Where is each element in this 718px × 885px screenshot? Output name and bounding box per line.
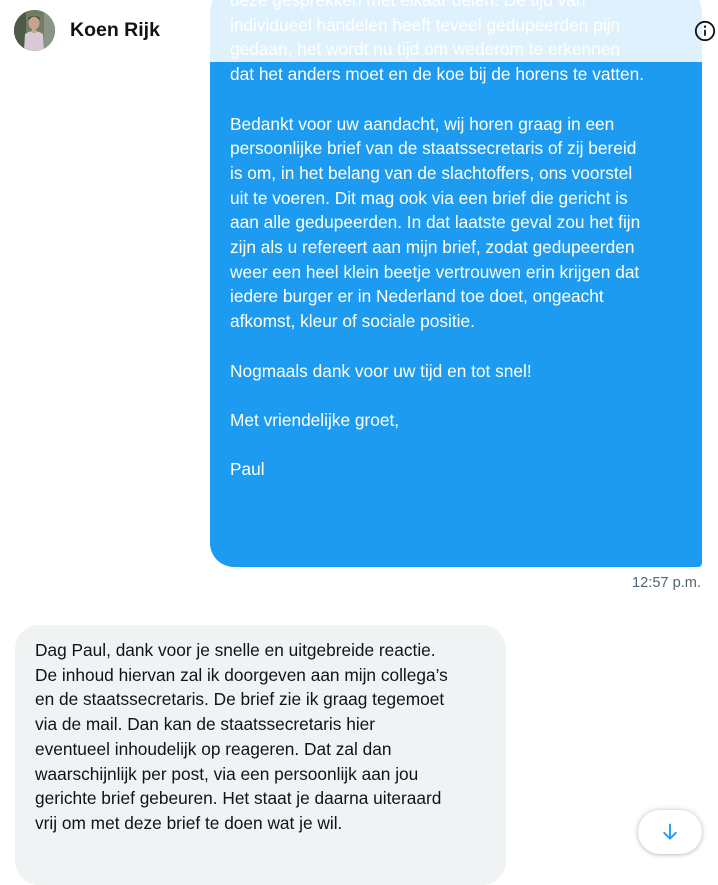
avatar-image bbox=[14, 10, 55, 51]
info-icon bbox=[694, 20, 716, 42]
message-line: uit te voeren. Dit mag ook via een brief die gericht is bbox=[230, 187, 628, 208]
message-line: dat het anders moet en de koe bij de horens te vatten. bbox=[230, 64, 645, 85]
message-line: is om, in het belang van de slachtoffers, ons voorstel bbox=[230, 162, 633, 183]
message-line: zijn als u refereert aan mijn brief, zodat gedupeerden bbox=[230, 237, 635, 258]
message-line: Met vriendelijke groet, bbox=[230, 409, 400, 430]
avatar[interactable] bbox=[14, 10, 55, 51]
arrow-down-icon bbox=[660, 822, 680, 842]
message-line: waarschijnlijk per post, via een persoonlijk aan jou bbox=[35, 763, 419, 784]
outgoing-message-bubble[interactable] bbox=[210, 0, 702, 567]
message-line: aan alle gedupeerden. In dat laatste geval zou het fijn bbox=[230, 212, 641, 233]
message-line: vrij om met deze brief te doen wat je wil. bbox=[35, 812, 343, 833]
message-line: en de staatssecretaris. De brief zie ik graag tegemoet bbox=[35, 689, 445, 710]
message-line: weer een heel klein beetje vertrouwen erin krijgen dat bbox=[230, 261, 640, 282]
contact-name[interactable]: Koen Rijk bbox=[70, 19, 160, 41]
message-line: Dag Paul, dank voor je snelle en uitgebreide reactie. bbox=[35, 640, 436, 660]
outgoing-paragraph-5 bbox=[230, 457, 681, 482]
message-line: De inhoud hiervan zal ik doorgeven aan mijn collega’s bbox=[35, 664, 448, 685]
info-button[interactable] bbox=[692, 15, 718, 47]
message-line: gerichte brief gebeuren. Het staat je daarna uiteraard bbox=[35, 788, 442, 809]
message-line: Bedankt voor uw aandacht, wij horen graag in een bbox=[230, 113, 615, 134]
message-timestamp: 12:57 p.m. bbox=[632, 575, 701, 591]
message-line: iedere burger er in Nederland toe doet, ongeacht bbox=[230, 286, 604, 307]
incoming-message-bubble[interactable] bbox=[15, 625, 506, 885]
message-line: afkomst, kleur of sociale positie. bbox=[230, 311, 475, 332]
outgoing-paragraph-3 bbox=[230, 359, 681, 384]
message-line: Paul bbox=[230, 459, 265, 480]
outgoing-paragraph-4 bbox=[230, 408, 681, 433]
message-line: via de mail. Dan kan de staatssecretaris hier bbox=[35, 714, 376, 735]
message-line: persoonlijke brief van de staatssecretaris of zij bereid bbox=[230, 138, 637, 159]
scroll-to-bottom-button[interactable] bbox=[638, 810, 702, 854]
conversation-header bbox=[0, 0, 718, 62]
message-line: eventueel inhoudelijk op reageren. Dat zal dan bbox=[35, 738, 392, 759]
outgoing-paragraph-2 bbox=[230, 112, 681, 334]
message-line: Nogmaals dank voor uw tijd en tot snel! bbox=[230, 360, 532, 381]
